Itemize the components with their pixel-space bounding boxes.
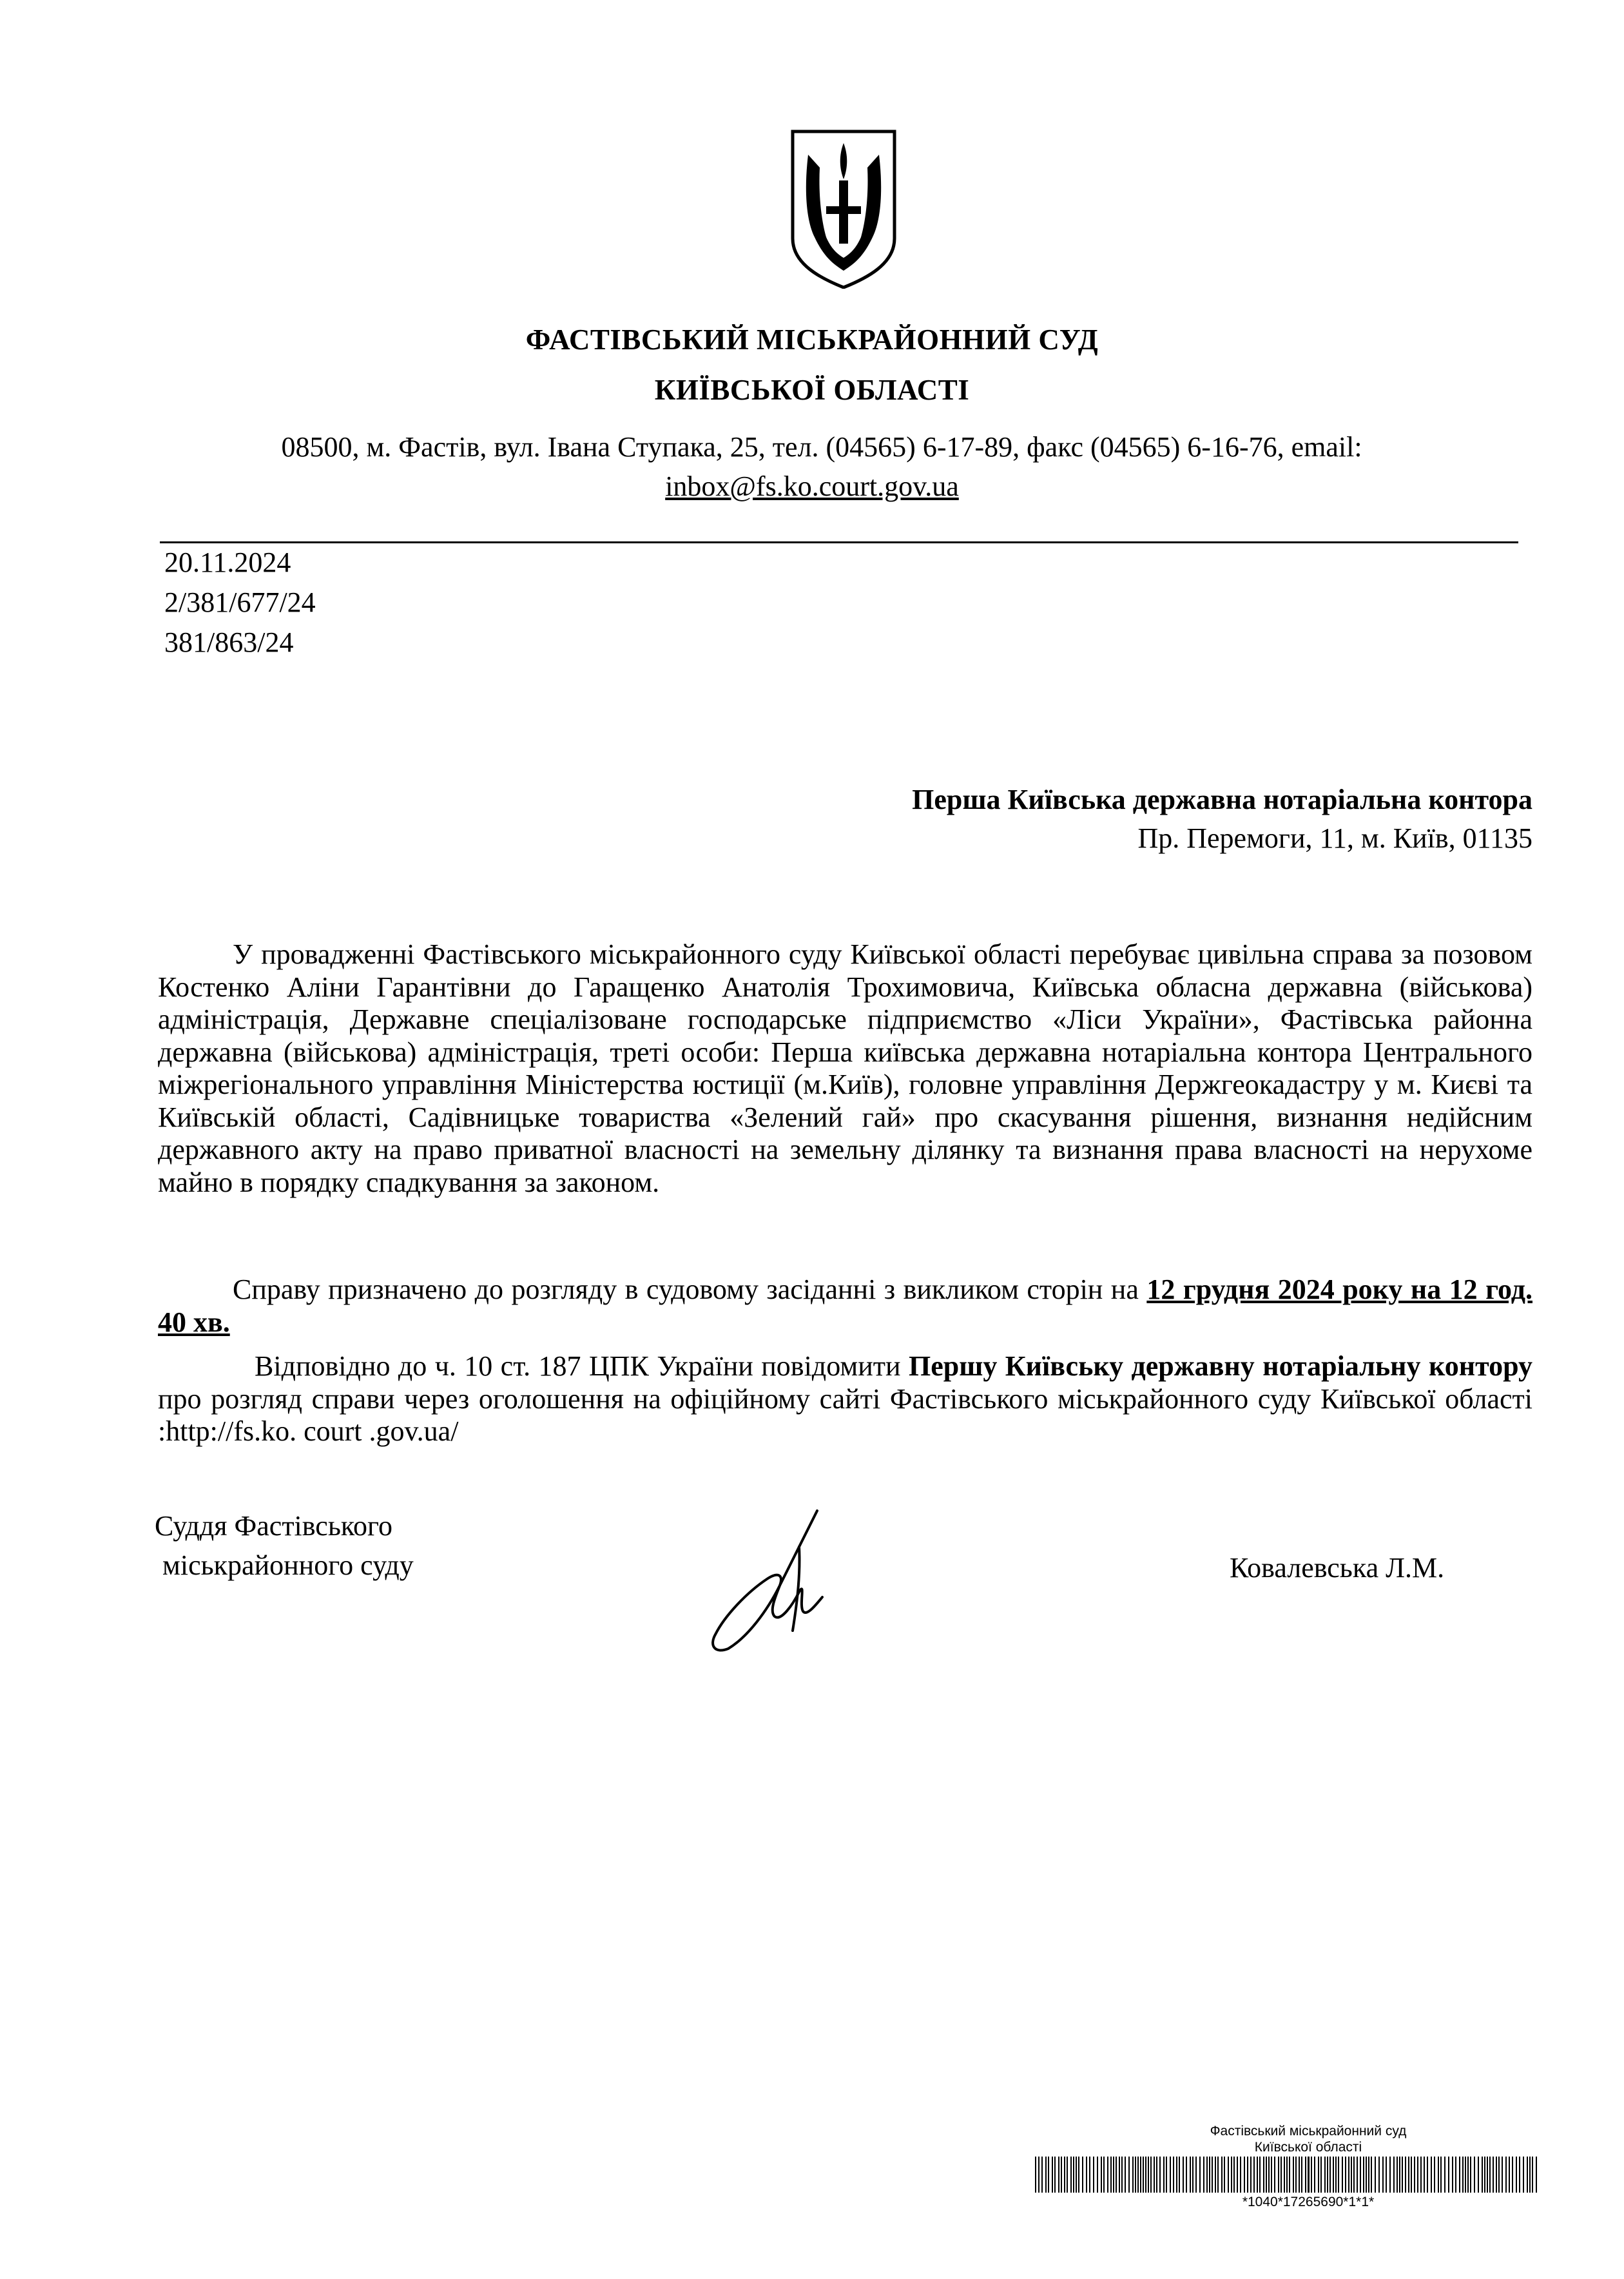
barcode-bar [1389,2157,1391,2193]
barcode-bar [1440,2157,1442,2193]
body-paragraph-notice [158,1350,1532,1448]
barcode-bar [1417,2157,1418,2193]
barcode-bar [1527,2157,1528,2193]
barcode-bar [1327,2157,1328,2193]
barcode-bar [1237,2157,1238,2193]
barcode-bar [1067,2157,1068,2193]
barcode-bar [1097,2157,1098,2193]
barcode-number: *1040*17265690*1*1* [1242,2195,1375,2209]
barcode-bar [1333,2157,1334,2193]
barcode-bar [1335,2157,1337,2193]
barcode-bar [1424,2157,1425,2193]
barcode-bar [1467,2157,1469,2193]
barcode-bar [1378,2157,1380,2193]
barcode-bar [1408,2157,1409,2193]
barcode-bar [1266,2157,1267,2193]
barcode-bar [1536,2157,1537,2193]
barcode-bar [1159,2157,1161,2193]
barcode-bar [1474,2157,1475,2193]
barcode-bar [1173,2157,1174,2193]
barcode-bar [1250,2157,1252,2193]
barcode-bar [1145,2157,1146,2193]
barcode-bar [1058,2157,1059,2193]
barcode-bar [1478,2157,1479,2193]
barcode-bar [1498,2157,1500,2193]
barcode-bar [1289,2157,1290,2193]
barcode-bar [1137,2157,1139,2193]
barcode-bar [1414,2157,1415,2193]
barcode-bar [1206,2157,1208,2193]
barcode-bar [1353,2157,1355,2193]
barcode-bar [1308,2157,1310,2193]
barcode-bar [1086,2157,1087,2193]
barcode-bar [1274,2157,1275,2193]
letter-date: 20.11.2024 [164,547,291,578]
barcode-bar [1263,2157,1264,2193]
court-email-link[interactable]: inbox@fs.ko.court.gov.ua [665,470,959,502]
barcode-bar [1176,2157,1177,2193]
stamp-court-name: Фастівський міськрайонний суд [1210,2124,1407,2138]
barcode-bar [1305,2157,1306,2193]
stamp-court-region: Київської області [1254,2140,1362,2155]
barcode-bar [1179,2157,1180,2193]
barcode-bar [1089,2157,1090,2193]
barcode-bar [1231,2157,1232,2193]
barcode-bar [1101,2157,1102,2193]
barcode-bar [1038,2157,1039,2193]
barcode-bar [1041,2157,1043,2193]
notice-recipient: Першу Київську державну нотаріальну контору [908,1350,1533,1382]
barcode-bar [1351,2157,1352,2193]
barcode-bar [1324,2157,1326,2193]
barcode-bar [1470,2157,1471,2193]
barcode-bar [1107,2157,1108,2193]
barcode-bar [1253,2157,1255,2193]
barcode-bar [1212,2157,1213,2193]
barcode-bar [1512,2157,1513,2193]
barcode-bar [1093,2157,1094,2193]
barcode-bar [1192,2157,1194,2193]
barcode-bar [1301,2157,1302,2193]
barcode-bar [1125,2157,1126,2193]
barcode-bar [1532,2157,1533,2193]
barcode-bar [1045,2157,1047,2193]
barcode-bar [1368,2157,1369,2193]
judge-title-line1: Суддя Фастівського [155,1510,392,1542]
barcode-bar [1366,2157,1367,2193]
barcode-bar [1405,2157,1406,2193]
barcode-bar [1314,2157,1315,2193]
notice-text-start: Відповідно до ч. 10 ст. 187 ЦПК України повідомити [255,1350,909,1382]
barcode-bar [1509,2157,1510,2193]
barcode-icon [1035,2157,1540,2193]
barcode-bar [1113,2157,1114,2193]
barcode-bar [1338,2157,1339,2193]
barcode-bar [1448,2157,1449,2193]
barcode-bar [1054,2157,1056,2193]
barcode-bar [1348,2157,1349,2193]
barcode-bar [1244,2157,1245,2193]
barcode-bar [1140,2157,1141,2193]
header-divider [160,541,1518,543]
barcode-bar [1278,2157,1279,2193]
barcode-bar [1329,2157,1331,2193]
barcode-bar [1271,2157,1272,2193]
barcode-bar [1183,2157,1184,2193]
hearing-date: 12 грудня 2024 року на 12 год. 40 хв. [158,1274,1532,1338]
barcode-bar [1496,2157,1497,2193]
barcode-bar [1064,2157,1065,2193]
barcode-bar [1462,2157,1464,2193]
outgoing-number: 381/863/24 [164,626,294,658]
barcode-bar [1484,2157,1485,2193]
barcode-bar [1121,2157,1123,2193]
barcode-bar [1281,2157,1282,2193]
case-number: 2/381/677/24 [164,587,316,618]
body-paragraph-case [158,938,1532,1199]
barcode-bar [1163,2157,1165,2193]
barcode-bar [1259,2157,1261,2193]
barcode-bar [1505,2157,1507,2193]
paragraph-text: У провадженні Фастівського міськрайонного суду Київської області перебуває цивільна справа за позовом Костенко Аліни Гарантівни до Гаращенко Анатолія Трохимовича, Київська обласна державна (військова) адміністрація, Державне спеціалізоване господарське підприємство «Ліси України», Фастівська районна державна (військова) адміністрація, треті особи: Перша київська державна нотаріальна контора Центрального міжрегіонального управління Міністерства юстиції (м.Київ), головне управління Держгеокадастру у м. Києві та Київській області, Садівницьке товариства «Зелений гай» про скасування рішення, визнання недійсним державного акту на право приватної власності на земельну ділянку та визнання права власності на нерухоме майно в порядку спадкування за законом. [158,938,1532,1198]
barcode-bar [1048,2157,1049,2193]
barcode-bar [1386,2157,1387,2193]
barcode-bar [1166,2157,1167,2193]
trident-coat-of-arms-icon [789,129,898,289]
barcode-bar [1215,2157,1216,2193]
recipient-address: Пр. Перемоги, 11, м. Київ, 01135 [1137,822,1532,854]
barcode-bar [1375,2157,1376,2193]
barcode-bar [1493,2157,1494,2193]
barcode-bar [1082,2157,1083,2193]
body-paragraph-hearing [158,1274,1532,1339]
barcode-bar [1078,2157,1079,2193]
barcode-bar [1233,2157,1235,2193]
barcode-bar [1465,2157,1466,2193]
barcode-bar [1516,2157,1517,2193]
barcode-bar [1487,2157,1488,2193]
barcode-bar [1035,2157,1036,2193]
barcode-bar [1363,2157,1364,2193]
barcode-bar [1402,2157,1403,2193]
barcode-bar [1360,2157,1361,2193]
barcode-bar [1199,2157,1201,2193]
barcode-bar [1135,2157,1136,2193]
barcode-bar [1150,2157,1152,2193]
barcode-bar [1143,2157,1144,2193]
handwritten-signature-icon [702,1508,844,1656]
barcode-bar [1228,2157,1229,2193]
barcode-bar [1170,2157,1171,2193]
barcode-bar [1452,2157,1453,2193]
barcode-bar [1382,2157,1384,2193]
barcode-bar [1345,2157,1346,2193]
barcode-bar [1318,2157,1319,2193]
barcode-bar [1217,2157,1219,2193]
barcode-bar [1411,2157,1412,2193]
barcode-bar [1519,2157,1520,2193]
barcode-bar [1076,2157,1077,2193]
barcode-bar [1393,2157,1395,2193]
barcode-bar [1502,2157,1503,2193]
judge-name: Ковалевська Л.М. [1230,1552,1445,1584]
judge-title-line2: міськрайонного суду [162,1549,414,1581]
barcode-bar [1070,2157,1072,2193]
court-address: 08500, м. Фастів, вул. Івана Ступака, 25, тел. (04565) 6-17-89, факс (04565) 6-16-76, email: [281,431,1362,463]
barcode-bar [1529,2157,1531,2193]
barcode-bar [1195,2157,1197,2193]
barcode-bar [1320,2157,1322,2193]
barcode-bar [1073,2157,1074,2193]
barcode-bar [1156,2157,1157,2193]
barcode-bar [1284,2157,1285,2193]
barcode-bar [1061,2157,1062,2193]
barcode-bar [1455,2157,1456,2193]
barcode-bar [1431,2157,1432,2193]
barcode-bar [1482,2157,1483,2193]
barcode-bar [1420,2157,1422,2193]
barcode-bar [1154,2157,1155,2193]
barcode-bar [1186,2157,1187,2193]
barcode-bar [1444,2157,1445,2193]
barcode-bar [1128,2157,1130,2193]
barcode-bar [1052,2157,1053,2193]
barcode-bar [1299,2157,1300,2193]
barcode-bar [1342,2157,1343,2193]
barcode-bar [1459,2157,1460,2193]
barcode-bar [1371,2157,1372,2193]
barcode-bar [1103,2157,1105,2193]
barcode-bar [1311,2157,1312,2193]
barcode-bar [1295,2157,1297,2193]
barcode-bar [1427,2157,1428,2193]
barcode-bar [1257,2157,1258,2193]
barcode-bar [1119,2157,1120,2193]
barcode-bar [1224,2157,1225,2193]
court-name: ФАСТІВСЬКИЙ МІСЬКРАЙОННИЙ СУД [525,324,1099,356]
barcode-bar [1247,2157,1248,2193]
barcode-bar [1357,2157,1358,2193]
barcode-bar [1209,2157,1210,2193]
barcode-bar [1438,2157,1439,2193]
barcode-bar [1397,2157,1398,2193]
notice-text-end: про розгляд справи через оголошення на офіційному сайті Фастівського міськрайонного суду Київської області :http://fs.ko. court .gov.ua/ [158,1382,1532,1447]
barcode-bar [1240,2157,1241,2193]
barcode-bar [1203,2157,1204,2193]
barcode-bar [1489,2157,1491,2193]
barcode-bar [1399,2157,1400,2193]
court-region: КИЇВСЬКОЇ ОБЛАСТІ [654,374,970,406]
barcode-bar [1286,2157,1288,2193]
barcode-bar [1132,2157,1134,2193]
barcode-bar [1434,2157,1435,2193]
barcode-bar [1221,2157,1223,2193]
barcode-bar [1268,2157,1270,2193]
barcode-bar [1110,2157,1112,2193]
barcode-bar [1293,2157,1294,2193]
hearing-text: Справу призначено до розгляду в судовому засіданні з викликом сторін на [233,1274,1147,1305]
barcode-bar [1523,2157,1524,2193]
barcode-bar [1148,2157,1149,2193]
barcode-bar [1116,2157,1117,2193]
recipient-name: Перша Київська державна нотаріальна контора [912,784,1532,815]
barcode-bar [1190,2157,1191,2193]
